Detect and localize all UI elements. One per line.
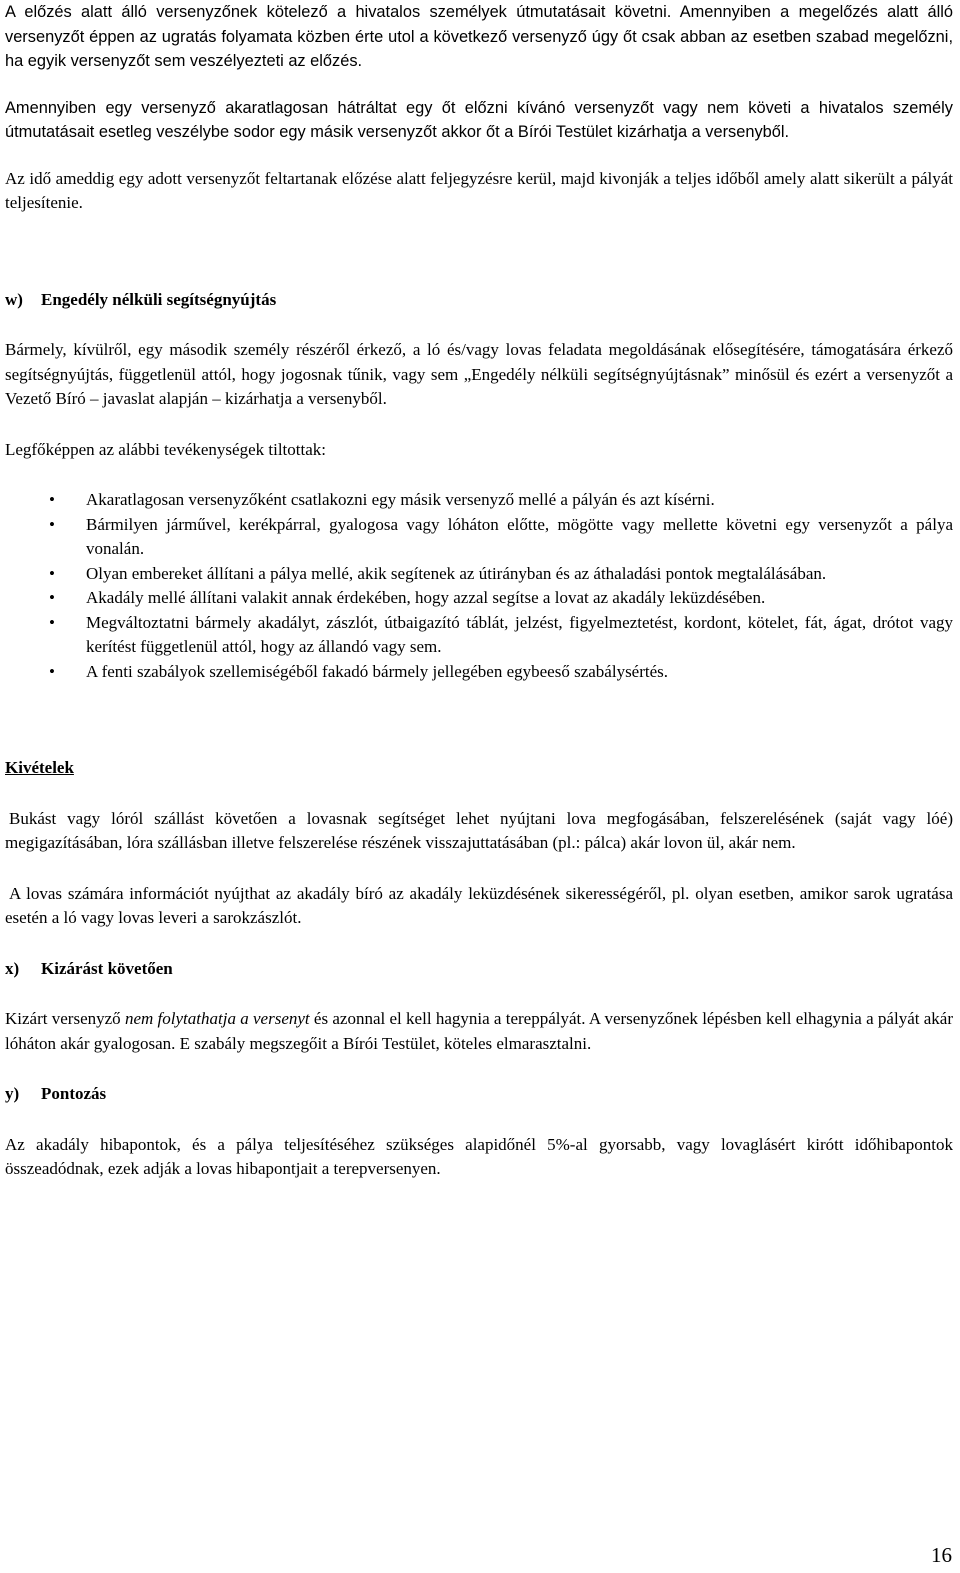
paragraph-exception-info: A lovas számára információt nyújthat az akadály bíró az akadály leküzdésének sikerességéről, pl. olyan esetben, amikor sarok ugratása esetén a ló vagy lovas leveri a sarokzászlót. [5, 883, 953, 927]
paragraph-scoring: Az akadály hibapontok, és a pálya teljesítéséhez szükséges alapidőnél 5%-al gyorsabb, vagy lovaglásért kirótt időhibapontok összeadódnak, ezek adják a lovas hibapontjait a terepversenyen. [5, 1134, 953, 1178]
paragraph-obstruction: Amennyiben egy versenyző akaratlagosan hátráltat egy őt előzni kívánó versenyzőt vagy nem követi a hivatalos személy útmutatásait esetleg veszélybe sodor egy másik versenyzőt akkor őt a Bírói Testület kizárhatja a versenyből. [5, 98, 953, 141]
paragraph-exception-fall: Bukást vagy lóról szállást követően a lovasnak segítséget lehet nyújtani lova megfogásában, felszerelésének (saját vagy lóé) megigazításában, lóra szállásban illetve felszerelése részének visszajuttatásában (pl.: pálca) akár lovon ül, akár nem. [5, 808, 953, 852]
section-x-letter: x) [5, 958, 20, 978]
section-y-letter: y) [5, 1084, 20, 1103]
section-w-heading [5, 288, 953, 313]
bullet-icon: • [49, 514, 55, 534]
paragraph-prohibited-intro: Legfőképpen az alábbi tevékenységek tiltottak: [5, 439, 326, 459]
paragraph-time-deduction: Az idő ameddig egy adott versenyzőt feltartanak előzése alatt feljegyzésre kerül, majd kivonják a teljes időből amely alatt sikerült a pályát teljesítenie. [5, 168, 953, 212]
prohibited-activities-list [5, 488, 953, 684]
bullet-icon: • [49, 661, 55, 681]
list-item: • Olyan embereket állítani a pálya mellé, akik segítenek az útirányban és az áthaladási pontok megtalálásában. [5, 562, 953, 587]
bullet-icon: • [49, 612, 55, 632]
list-item: • Akaratlagosan versenyzőként csatlakozni egy másik versenyző mellé a pályán és azt kísérni. [5, 488, 953, 513]
list-item: • Akadály mellé állítani valakit annak érdekében, hogy azzal segítse a lovat az akadály leküzdésében. [5, 586, 953, 611]
bullet-icon: • [49, 490, 55, 509]
list-item: • A fenti szabályok szellemiségéből fakadó bármely jellegében egybeeső szabálysértés. [5, 660, 953, 685]
bullet-icon: • [49, 563, 55, 583]
section-y-title: Pontozás [41, 1084, 107, 1103]
list-item: • Bármilyen járművel, kerékpárral, gyalogosa vagy lóháton előtte, mögötte vagy mellette követni egy versenyzőt a pálya vonalán. [49, 514, 953, 558]
section-w-title: Engedély nélküli segítségnyújtás [41, 289, 277, 309]
exceptions-heading: Kivételek [5, 758, 74, 777]
paragraph-after-elimination: Kizárt versenyző nem folytathatja a versenyt és azonnal el kell hagynia a tereppályát. A versenyzőnek lépésben kell elhagynia a pályát akár lóháton akár gyalogosan. E szabály megszegőit a Bírói Testület, köteles elmarasztalni. [5, 1009, 953, 1053]
page-number: 16 [931, 1543, 952, 1567]
section-w-letter: w) [5, 289, 23, 309]
list-item: • Megváltoztatni bármely akadályt, zászlót, útbaigazító táblát, jelzést, figyelmeztetést, kordont, kötelet, fát, ágat, drótot vagy kerítést függetlenül attól, hogy az állandó vagy sem. [49, 612, 953, 656]
section-x-heading [5, 957, 953, 982]
document-page [5, 0, 953, 1182]
paragraph-overtaking-rules: A előzés alatt álló versenyzőnek kötelező a hivatalos személyek útmutatásait követni. Amennyiben a megelőzés alatt álló versenyzőt éppen az ugratás folyamata közben érte utol a következő versenyző úgy őt csak abban az esetben szabad megelőzni, ha egyik versenyzőt sem veszélyezteti az előzés. [5, 3, 953, 70]
paragraph-unauthorized-assistance: Bármely, kívülről, egy második személy részéről érkező, a ló és/vagy lovas feladata megoldásának elősegítésére, támogatására érkező segítségnyújtás, függetlenül attól, hogy jogosnak tűnik, vagy sem „Engedély nélküli segítségnyújtásnak” minősül és ezért a versenyzőt a Vezető Bíró – javaslat alapján – kizárhatja a versenyből. [5, 340, 953, 408]
bullet-icon: • [49, 588, 55, 607]
section-y-heading [5, 1082, 953, 1107]
section-x-title: Kizárást követően [41, 958, 173, 978]
